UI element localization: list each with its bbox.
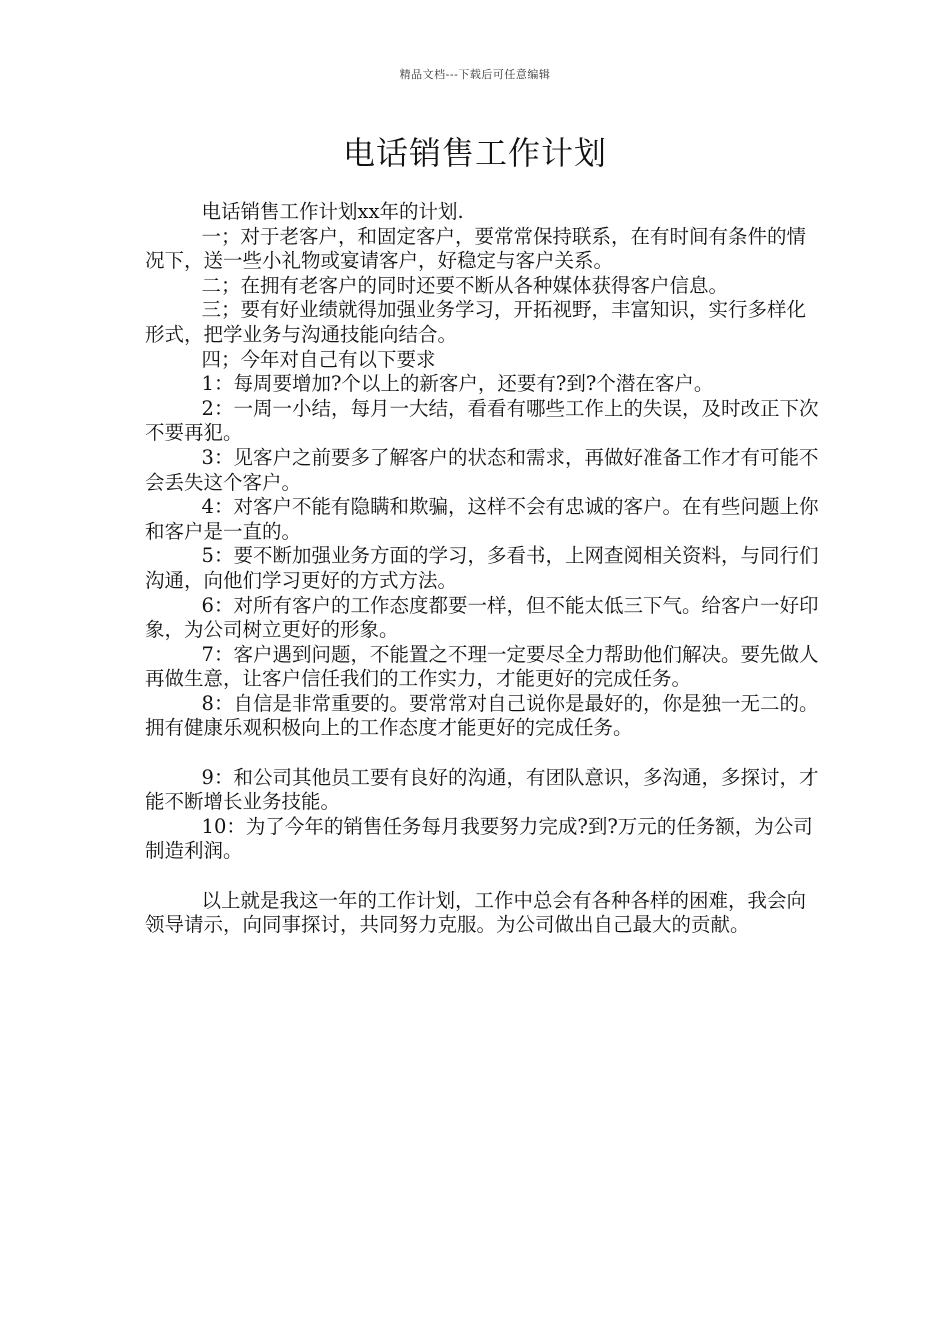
requirement-3-paragraph: 3：见客户之前要多了解客户的状态和需求，再做好准备工作才有可能不会丢失这个客户。 [145,445,819,494]
requirement-9-paragraph: 9：和公司其他员工要有良好的沟通，有团队意识，多沟通，多探讨，才能不断增长业务技能。 [145,765,819,814]
header-note: 精品文档---下载后可任意编辑 [399,68,551,81]
plan-item-1-paragraph: 一；对于老客户，和固定客户，要常常保持联系，在有时间有条件的情况下，送一些小礼物或宴请客户，好稳定与客户关系。 [145,224,807,273]
requirement-5-paragraph: 5：要不断加强业务方面的学习，多看书，上网查阅相关资料，与同行们沟通，向他们学习更好的方式方法。 [145,544,819,592]
requirement-7-paragraph: 7：客户遇到问题，不能置之不理一定要尽全力帮助他们解决。要先做人再做生意，让客户信任我们的工作实力，才能更好的完成任务。 [145,642,819,691]
intro-paragraph: 电话销售工作计划xx年的计划. [201,200,464,223]
requirement-6-paragraph: 6：对所有客户的工作态度都要一样，但不能太低三下气。给客户一好印象，为公司树立更好的形象。 [145,593,819,642]
plan-item-2-paragraph: 二；在拥有老客户的同时还要不断从各种媒体获得客户信息。 [201,273,729,297]
requirement-2-paragraph: 2：一周一小结，每月一大结，看看有哪些工作上的失误，及时改正下次不要再犯。 [145,396,819,445]
plan-item-3-paragraph: 三；要有好业绩就得加强业务学习，开拓视野，丰富知识，实行多样化形式，把学业务与沟通技能向结合。 [145,298,807,346]
blank-line [145,741,825,766]
requirement-8-paragraph: 8：自信是非常重要的。要常常对自己说你是最好的，你是独一无二的。拥有健康乐观积极向上的工作态度才能更好的完成任务。 [145,691,819,740]
blank-line [145,864,825,889]
closing-paragraph: 以上就是我这一年的工作计划，工作中总会有各种各样的困难，我会向领导请示，向同事探讨，共同努力克服。为公司做出自己最大的贡献。 [145,888,807,937]
requirement-1-paragraph: 1：每周要增加?个以上的新客户，还要有?到?个潜在客户。 [201,372,714,396]
document-body [145,200,825,938]
requirement-10-paragraph: 10：为了今年的销售任务每月我要努力完成?到?万元的任务额，为公司制造利润。 [145,814,813,863]
plan-item-4-paragraph: 四；今年对自己有以下要求 [201,347,436,371]
document-title: 电话销售工作计划 [342,134,607,172]
requirement-4-paragraph: 4：对客户不能有隐瞒和欺骗，这样不会有忠诚的客户。在有些问题上你和客户是一直的。 [145,495,819,543]
